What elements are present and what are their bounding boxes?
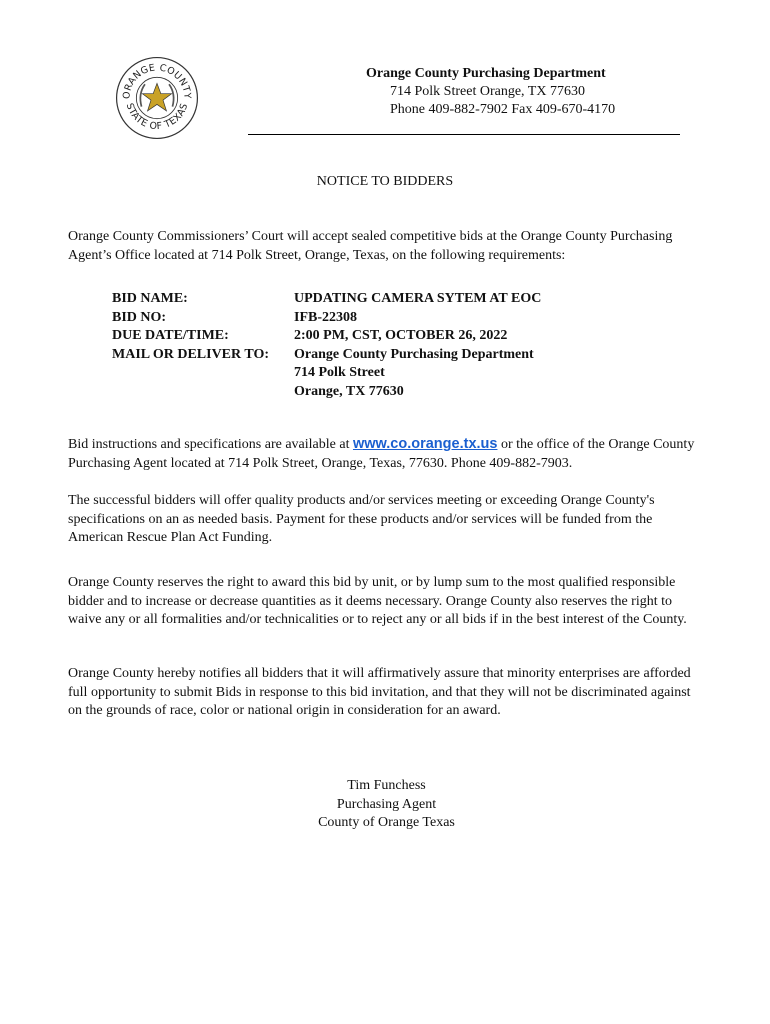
bid-name-label: BID NAME:	[112, 291, 188, 306]
reserves-paragraph: Orange County reserves the right to award this bid by unit, or by lump sum to the most qualified responsible bidder and to increase or decrease quantities as it deems necessary. Orange County also reserves the right to waive any or all formalities and/or technicalities or to reject any or all bids if in the best interest of the County.	[68, 575, 687, 627]
signature-block	[0, 777, 770, 833]
page-title: NOTICE TO BIDDERS	[316, 174, 454, 189]
signer-name: Tim Funchess	[347, 778, 426, 793]
county-seal-icon	[114, 55, 200, 141]
signer-role: Purchasing Agent	[336, 796, 437, 812]
signer-organization: County of Orange Texas	[318, 815, 455, 830]
instructions-paragraph	[68, 435, 708, 473]
mail-label: MAIL OR DELIVER TO:	[112, 346, 270, 362]
department-address: 714 Polk Street Orange, TX 77630	[390, 84, 585, 99]
due-date-row	[112, 327, 541, 346]
instructions-after-link: or the office of the Orange County Purchasing Agent located at 714 Polk Street, Orange, Texas, 77630. Phone 409-882-7903.	[68, 437, 695, 471]
mail-line-2: 714 Polk Street	[294, 365, 385, 380]
letterhead	[366, 65, 615, 119]
mail-line-3: Orange, TX 77630	[294, 383, 404, 399]
due-date-value: 2:00 PM, CST, OCTOBER 26, 2022	[294, 328, 508, 343]
successful-bidders-paragraph: The successful bidders will offer quality products and/or services meeting or exceeding Orange County's specifications on an as needed basis. Payment for these products and/or services will be funded from the American Rescue Plan Act Funding.	[68, 493, 655, 545]
due-date-label: DUE DATE/TIME:	[112, 328, 229, 343]
county-website-link[interactable]: www.co.orange.tx.us	[352, 436, 498, 452]
bid-name-value: UPDATING CAMERA SYTEM AT EOC	[294, 291, 542, 306]
department-contact: Phone 409-882-7902 Fax 409-670-4170	[390, 102, 616, 117]
mail-row-3	[112, 383, 541, 402]
seal-bottom-text: STATE OF TEXAS	[123, 101, 191, 133]
bid-no-row	[112, 309, 541, 328]
department-name: Orange County Purchasing Department	[366, 66, 606, 81]
header-divider	[248, 134, 680, 135]
bid-name-row	[112, 290, 541, 309]
bid-no-label: BID NO:	[112, 309, 167, 325]
mail-line-1: Orange County Purchasing Department	[294, 346, 534, 362]
notifies-paragraph: Orange County hereby notifies all bidders that it will affirmatively assure that minority enterprises are afforded full opportunity to submit Bids in response to this bid invitation, and that they will not be discriminated against on the grounds of race, color or national origin in consideration for an award.	[68, 666, 691, 718]
mail-row	[112, 346, 541, 365]
bid-details	[112, 290, 541, 401]
svg-text:STATE OF TEXAS	[124, 102, 191, 132]
intro-paragraph: Orange County Commissioners’ Court will accept sealed competitive bids at the Orange County Purchasing Agent’s Office located at 714 Polk Street, Orange, Texas, on the following requirements:	[68, 229, 673, 263]
bid-no-value: IFB-22308	[294, 309, 357, 325]
mail-row-2	[112, 364, 541, 383]
instructions-before-link: Bid instructions and specifications are available at	[68, 437, 353, 452]
seal-top-text: ORANGE COUNTY	[121, 62, 193, 100]
